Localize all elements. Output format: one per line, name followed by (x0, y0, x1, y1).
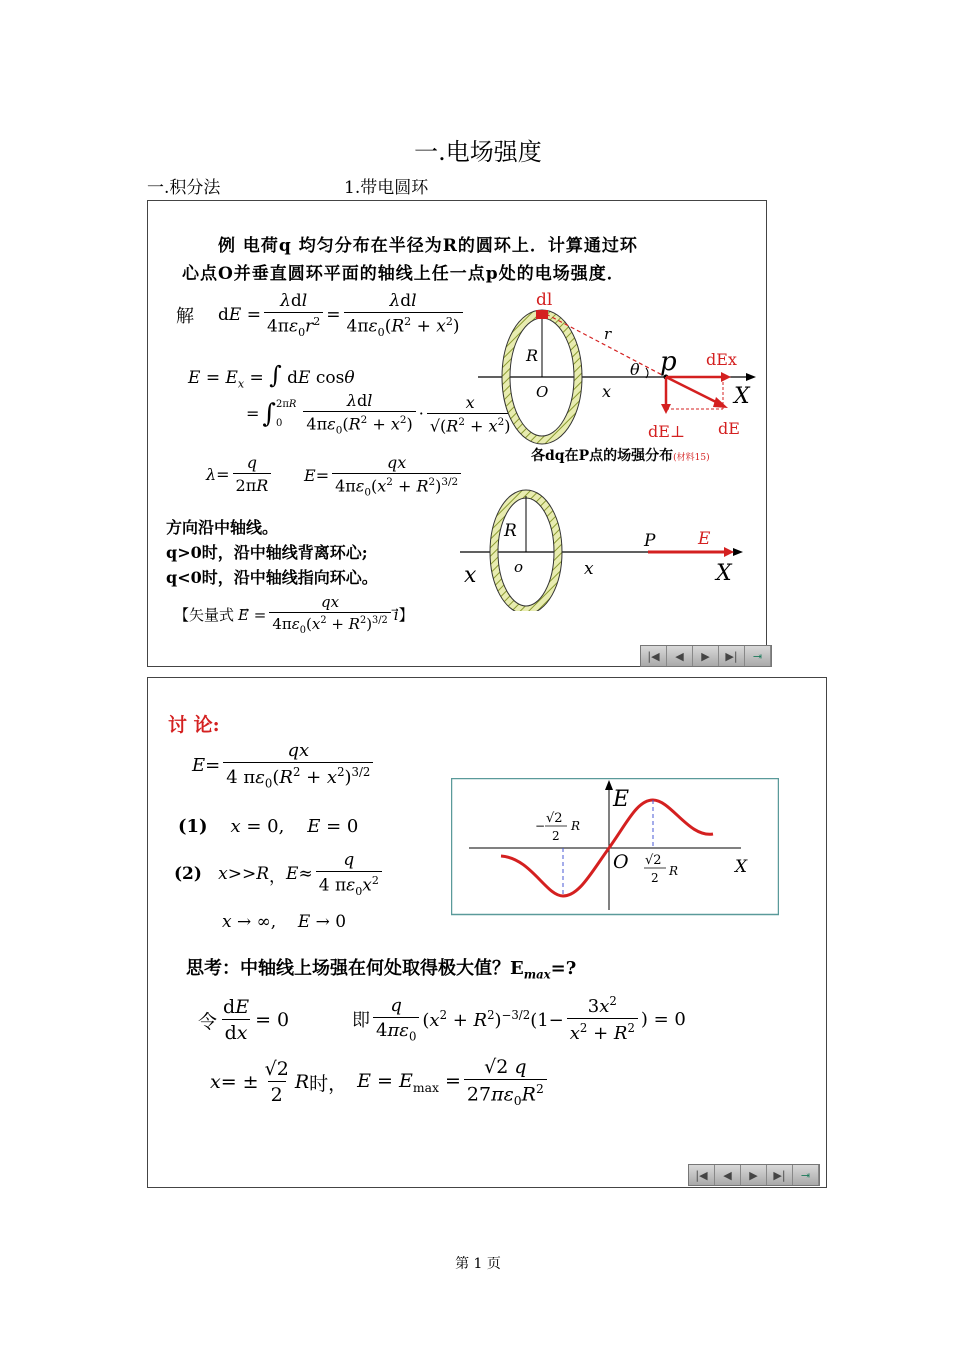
case-2: (2) x >> R ， E ≈ $\frac{q}{4 \pi\varepsilon_0x^2}$ (174, 850, 385, 898)
label-r: r (604, 325, 612, 343)
direction-line-1: 方向沿中轴线。 (166, 518, 279, 537)
section-left: 一.积分法 (147, 178, 221, 198)
let-label: 令 (198, 1010, 218, 1033)
label-theta: θ (630, 360, 640, 379)
graph-label-pos-two: 2 (651, 871, 659, 885)
slide1-nav (640, 645, 772, 667)
think-question: 思考：中轴线上场强在何处取得极大值？$E_{max}=$? (186, 958, 577, 982)
last-icon[interactable]: ▶| (767, 1165, 793, 1185)
fig2-label-xleft: x (464, 563, 477, 588)
graph-label-neg-two: 2 (552, 829, 560, 843)
formula-E-result: E = $\frac{qx}{4\pi\varepsilon_0(x^2 + R^2)^{3/2}}$ (304, 453, 464, 499)
fig2-label-R: R (504, 521, 517, 541)
label-X: X (734, 384, 750, 409)
fig2-label-E: E (698, 529, 711, 549)
direction-line-3: q<0时，沿中轴线指向环心。 (166, 568, 378, 587)
prev-icon[interactable]: ◀ (715, 1165, 741, 1185)
formula-derivative-expanded: 即 $\frac{q}{4\pi\varepsilon_0}$ $(x^2 + R^2)^{-3/2}(1-$ $\frac{3x^2}{x^2 + R^2}$ ) = 0 (352, 994, 686, 1044)
graph-label-pos-R: R (669, 864, 679, 878)
page-footer: 第 1 页 (455, 1256, 501, 1272)
graph-label-X: X (735, 857, 748, 877)
label-dEperp: dE⊥ (648, 422, 685, 441)
exit-icon[interactable]: ⇥ (745, 646, 771, 666)
graph-label-E: E (613, 787, 630, 812)
solve-label: 解 (176, 306, 194, 327)
fig2-label-P: P (644, 531, 656, 551)
label-x: x (602, 382, 612, 401)
last-icon[interactable]: ▶| (719, 646, 745, 666)
slide-discussion (147, 677, 827, 1188)
fig2-label-x: x (584, 559, 594, 579)
formula-integral: = ∫ 2πR 0 $\frac{\text{λdl}}{4\pi\varepsilon_0(R^2 + x^2)}$ · $\frac{x}{√(R^2 + x^2)}$ (246, 391, 516, 437)
problem-line-1: 例 电荷q 均匀分布在半径为R的圆环上．计算通过环 (218, 236, 638, 256)
formula-E-axis: E = $\frac{qx}{4 \pi\varepsilon_0(R^2 + x^2)^{3/2}}$ (192, 740, 376, 791)
formula-Ex: $E = E_x$ = ∫ dE cosθ (188, 361, 355, 391)
formula-derivative: 令 $\frac{dE}{dx}$ = 0 (198, 996, 290, 1044)
next-icon[interactable]: ▶ (693, 646, 719, 666)
vector-label: 矢量式 (189, 606, 235, 624)
label-dE: dE (718, 419, 740, 438)
section-right: 1.带电圆环 (344, 178, 429, 198)
prev-icon[interactable]: ◀ (667, 646, 693, 666)
label-O: O (536, 383, 549, 401)
field-axis-graph (451, 778, 779, 916)
graph-label-O: O (613, 851, 629, 873)
ring-axis-diagram (458, 486, 758, 611)
first-icon[interactable]: |◀ (641, 646, 667, 666)
graph-label-neg-R: R (571, 819, 581, 833)
case-1: (1) x = 0, E = 0 (178, 816, 359, 837)
formula-lambda: λ = $\frac{q}{2\pi R}$ (206, 453, 274, 495)
figure-caption: 各dq在P点的场强分布(材料15) (531, 448, 710, 464)
case-2-limit: x → ∞, E → 0 (222, 912, 347, 932)
direction-line-2: q>0时，沿中轴线背离环心; (166, 543, 368, 562)
ring-field-diagram (478, 281, 763, 471)
formula-dE: dE = $\frac{\text{λdl}}{4\pi\varepsilon_0r^2}$ = $\frac{\text{λdl}}{4\pi\varepsilon_0(R^2 + x^2)}$ (218, 291, 466, 339)
next-icon[interactable]: ▶ (741, 1165, 767, 1185)
label-R: R (526, 346, 539, 365)
graph-label-neg-root2: √2 (546, 811, 563, 826)
fig2-label-X: X (716, 561, 732, 586)
graph-label-neg: − (535, 819, 546, 833)
formula-vector: 【 矢量式 E⃗ = $\frac{qx}{4\pi\varepsilon_0(x^2 + R^2)^{3/2}}$ i 】 (174, 593, 414, 636)
when-label: 时， (309, 1072, 348, 1095)
first-icon[interactable]: |◀ (689, 1165, 715, 1185)
formula-Emax: x = ± $\frac{√2}{2}$ R 时， $E = E_{max}$ = $\frac{√2 q}{27\pi\varepsilon_0R^2}$ (210, 1056, 550, 1108)
label-p: p (660, 347, 677, 377)
fig2-label-O: o (514, 558, 524, 576)
page-heading: 一.电场强度 (414, 138, 542, 166)
ie-label: 即 (352, 1010, 370, 1031)
slide2-nav (688, 1164, 820, 1186)
label-dEx: dEx (706, 350, 737, 369)
graph-label-pos-root2: √2 (645, 853, 662, 868)
discuss-title: 讨 论: (168, 714, 220, 736)
slide-ring-field (147, 200, 767, 667)
problem-line-2: 心点O并垂直圆环平面的轴线上任一点p处的电场强度． (182, 264, 625, 284)
exit-icon[interactable]: ⇥ (793, 1165, 819, 1185)
label-dl: dl (536, 290, 553, 310)
